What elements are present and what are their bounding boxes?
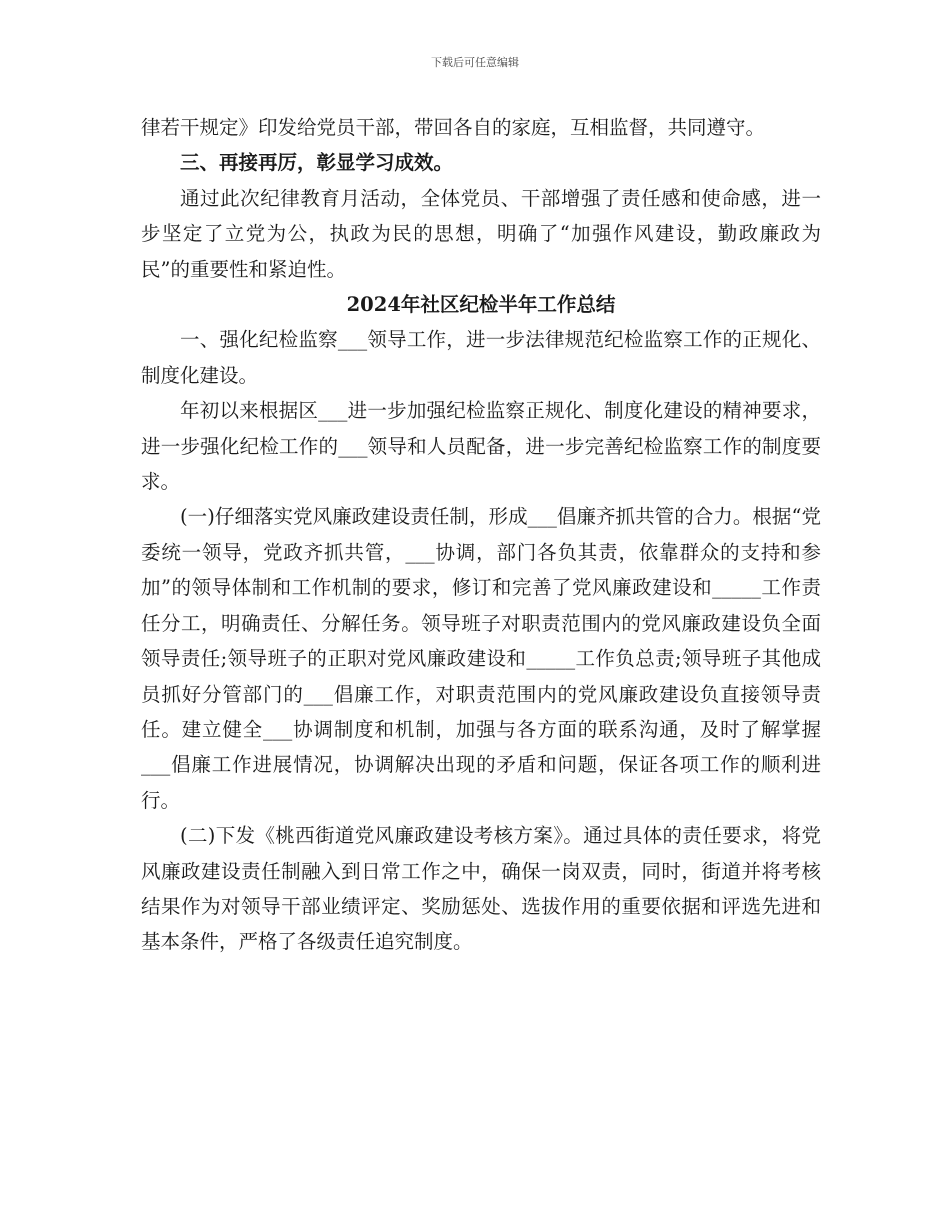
paragraph-item-two: (二)下发《桃西街道党风廉政建设考核方案》。通过具体的责任要求，将党风廉政建设责任制融入到日常工作之中，确保一岗双责，同时，街道并将考核结果作为对领导干部业绩评定、奖励惩处、选拔作用的重要依据和评选先进和基本条件，严格了各级责任追究制度。 [141,824,821,954]
section-heading-one: 一、强化纪检监察___领导工作，进一步法律规范纪检监察工作的正规化、制度化建设。 [141,328,821,387]
section-heading-three: 三、再接再厉，彰显学习成效。 [180,151,454,175]
paragraph-continuation: 律若干规定》印发给党员干部，带回各自的家庭，互相监督，共同遵守。 [141,116,766,139]
document-title: 2024年社区纪检半年工作总结 [346,293,616,317]
page-header-note: 下载后可任意编辑 [431,56,519,69]
paragraph-intro: 年初以来根据区___进一步加强纪检监察正规化、制度化建设的精神要求，进一步强化纪检工作的___领导和人员配备，进一步完善纪检监察工作的制度要求。 [141,399,821,494]
document-body [141,110,821,960]
paragraph-results: 通过此次纪律教育月活动，全体党员、干部增强了责任感和使命感，进一步坚定了立党为公，执政为民的思想，明确了“加强作风建设，勤政廉政为民”的重要性和紧迫性。 [141,186,821,281]
paragraph-item-one: (一)仔细落实党风廉政建设责任制，形成___倡廉齐抓共管的合力。根据“党委统一领导，党政齐抓共管，___协调，部门各负其责，依靠群众的支持和参加”的领导体制和工作机制的要求，修订和完善了党风廉政建设和_____工作责任分工，明确责任、分解任务。领导班子对职责范围内的党风廉政建设负全面领导责任;领导班子的正职对党风廉政建设和_____工作负总责;领导班子其他成员抓好分管部门的___倡廉工作，对职责范围内的党风廉政建设负直接领导责任。建立健全___协调制度和机制，加强与各方面的联系沟通，及时了解掌握___倡廉工作进展情况，协调解决出现的矛盾和问题，保证各项工作的顺利进行。 [141,505,821,812]
